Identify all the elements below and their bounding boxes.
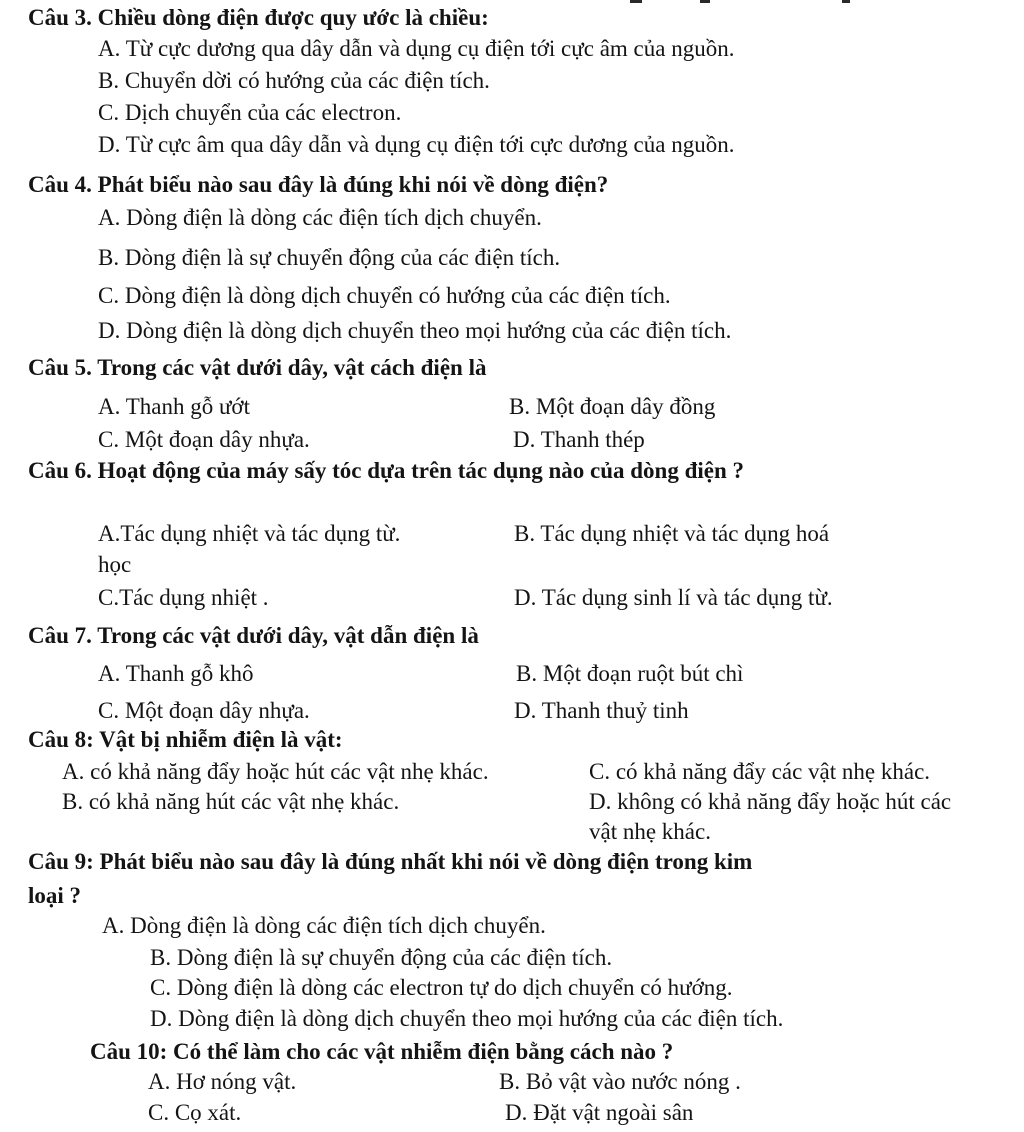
- question-4-option-a: A. Dòng điện là dòng các điện tích dịch chuyển.: [98, 205, 542, 230]
- question-4-option-b: B. Dòng điện là sự chuyển động của các điện tích.: [98, 245, 561, 270]
- question-5-option-d: D. Thanh thép: [513, 427, 645, 452]
- question-4-option-d: D. Dòng điện là dòng dịch chuyển theo mọi hướng của các điện tích.: [98, 318, 732, 343]
- question-3-option-b: B. Chuyển dời có hướng của các điện tích.: [98, 68, 490, 93]
- question-10-option-c: C. Cọ xát.: [148, 1100, 242, 1125]
- question-5-option-b: B. Một đoạn dây đồng: [509, 394, 716, 419]
- question-6-option-b-wrap: học: [98, 552, 132, 577]
- question-6-option-d: D. Tác dụng sinh lí và tác dụng từ.: [514, 585, 833, 610]
- question-3-option-a: A. Từ cực dương qua dây dẫn và dụng cụ điện tới cực âm của nguồn.: [98, 36, 735, 61]
- question-8-option-a: A. có khả năng đẩy hoặc hút các vật nhẹ khác.: [62, 759, 489, 784]
- question-7-option-b: B. Một đoạn ruột bút chì: [516, 661, 744, 686]
- question-10-option-a: A. Hơ nóng vật.: [148, 1069, 297, 1094]
- question-5-title: Câu 5. Trong các vật dưới dây, vật cách điện là: [28, 355, 487, 380]
- cropped-previous-line: [0, 0, 1024, 3]
- question-9-title-wrap: loại ?: [28, 883, 82, 908]
- question-9-option-c: C. Dòng điện là dòng các electron tự do dịch chuyển có hướng.: [150, 975, 733, 1000]
- question-7-option-a: A. Thanh gỗ khô: [98, 661, 254, 686]
- question-8-option-b: B. có khả năng hút các vật nhẹ khác.: [62, 789, 400, 814]
- question-8-option-d-wrap: vật nhẹ khác.: [589, 819, 711, 844]
- question-6-option-c: C.Tác dụng nhiệt .: [98, 585, 269, 610]
- question-9-option-a: A. Dòng điện là dòng các điện tích dịch chuyển.: [102, 913, 546, 938]
- question-8-option-c: C. có khả năng đẩy các vật nhẹ khác.: [589, 759, 931, 784]
- question-4-title: Câu 4. Phát biểu nào sau đây là đúng khi nói về dòng điện?: [28, 172, 609, 197]
- question-4-option-c: C. Dòng điện là dòng dịch chuyển có hướng của các điện tích.: [98, 283, 671, 308]
- question-7-option-d: D. Thanh thuỷ tinh: [514, 698, 689, 723]
- question-6-option-b: B. Tác dụng nhiệt và tác dụng hoá: [514, 521, 830, 546]
- question-5-option-c: C. Một đoạn dây nhựa.: [98, 427, 310, 452]
- question-7-option-c: C. Một đoạn dây nhựa.: [98, 698, 310, 723]
- question-9-option-b: B. Dòng điện là sự chuyển động của các điện tích.: [150, 945, 613, 970]
- question-9-title: Câu 9: Phát biểu nào sau đây là đúng nhất khi nói về dòng điện trong kim: [28, 849, 753, 874]
- question-3-option-d: D. Từ cực âm qua dây dẫn và dụng cụ điện tới cực dương của nguồn.: [98, 132, 735, 157]
- question-10-option-d: D. Đặt vật ngoài sân: [505, 1100, 694, 1125]
- question-6-title: Câu 6. Hoạt động của máy sấy tóc dựa trên tác dụng nào của dòng điện ?: [28, 458, 745, 483]
- question-10-title: Câu 10: Có thể làm cho các vật nhiễm điện bằng cách nào ?: [90, 1039, 674, 1064]
- question-3-title: Câu 3. Chiều dòng điện được quy ước là chiều:: [28, 5, 489, 30]
- question-9-option-d: D. Dòng điện là dòng dịch chuyển theo mọi hướng của các điện tích.: [150, 1006, 784, 1031]
- question-7-title: Câu 7. Trong các vật dưới dây, vật dẫn điện là: [28, 623, 479, 648]
- question-5-option-a: A. Thanh gỗ ướt: [98, 394, 250, 419]
- question-3-option-c: C. Dịch chuyển của các electron.: [98, 100, 402, 125]
- question-6-option-a: A.Tác dụng nhiệt và tác dụng từ.: [98, 521, 401, 546]
- question-8-option-d: D. không có khả năng đẩy hoặc hút các: [589, 789, 952, 814]
- question-10-option-b: B. Bỏ vật vào nước nóng .: [499, 1069, 741, 1094]
- question-8-title: Câu 8: Vật bị nhiễm điện là vật:: [28, 727, 343, 752]
